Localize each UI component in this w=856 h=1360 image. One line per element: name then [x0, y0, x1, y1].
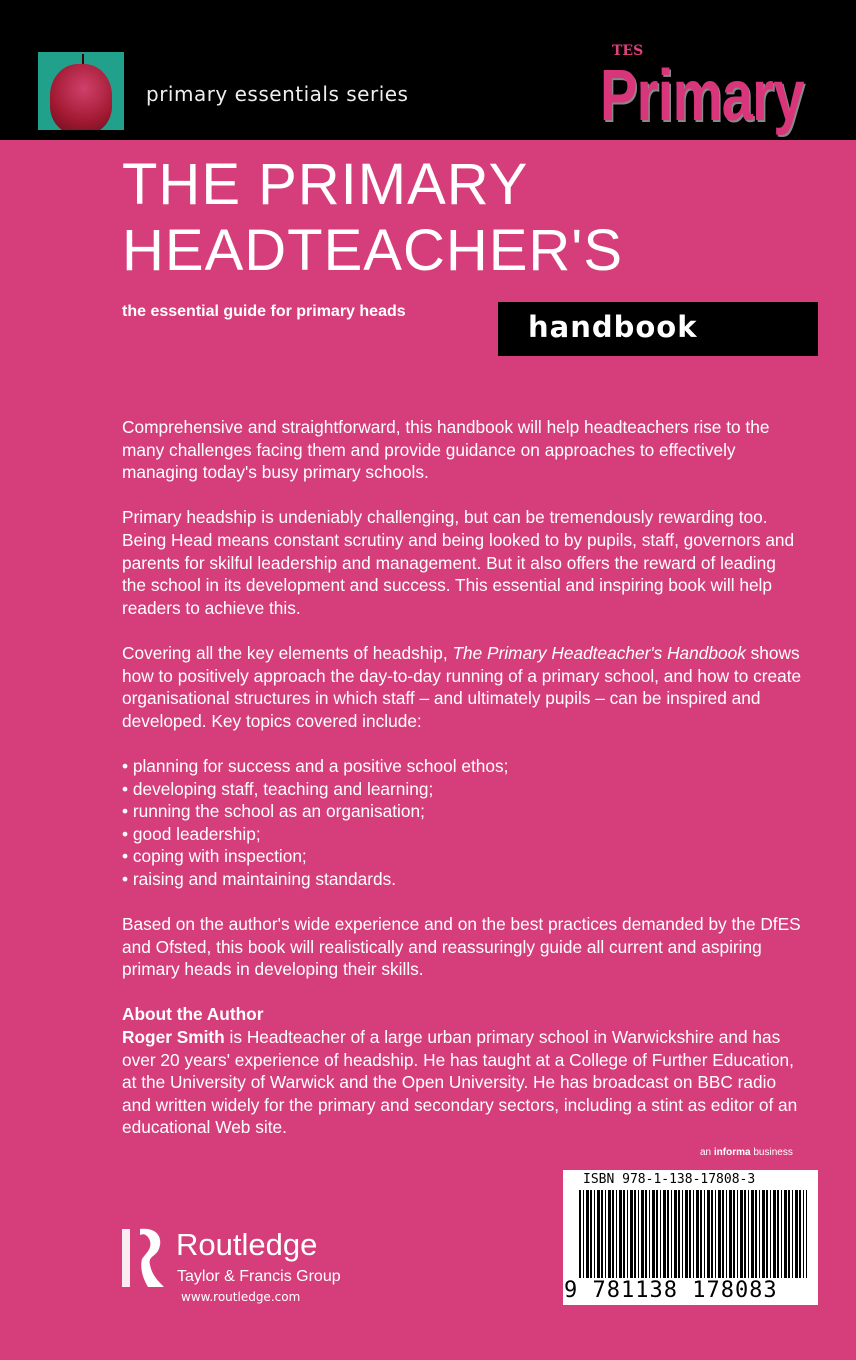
text: an — [700, 1147, 714, 1158]
header-band — [0, 0, 856, 140]
paragraph: Comprehensive and straightforward, this handbook will help headteachers rise to the many challenges facing them and provide guidance on approaches to effectively managing today's busy primary schools. — [122, 417, 770, 483]
author-name: Roger Smith — [122, 1027, 225, 1048]
isbn-text: ISBN 978-1-138-17808-3 — [583, 1172, 756, 1187]
about-heading — [122, 1003, 802, 1026]
handbook-label: handbook — [498, 302, 818, 356]
about-heading-text: About the Author — [122, 1004, 264, 1025]
publisher-name: Routledge — [176, 1227, 318, 1262]
isbn-barcode — [563, 1170, 818, 1305]
list-item: • good leadership; — [122, 823, 802, 846]
topics-list — [122, 755, 802, 891]
apple-image — [38, 52, 124, 130]
text: business — [750, 1147, 793, 1158]
title-line-2: HEADTEACHER'S — [122, 218, 624, 283]
list-item: • developing staff, teaching and learning; — [122, 778, 802, 801]
text: Covering all the key elements of headship, — [122, 642, 453, 663]
barcode-digits: 9 781138 178083 — [563, 1278, 818, 1303]
text: informa — [713, 1147, 751, 1158]
tes-logo-text: TES — [612, 43, 644, 59]
list-item: • coping with inspection; — [122, 845, 802, 868]
text: shows how to positively approach the day-to-day running of a primary school, and how to create organisational structures in which staff – and ultimately pupils – can be inspired and developed. Key topics covered include: — [122, 642, 802, 731]
paragraph — [122, 642, 802, 732]
publisher-group: Taylor & Francis Group — [177, 1268, 341, 1285]
list-item: • raising and maintaining standards. — [122, 868, 802, 891]
series-name: primary essentials series — [146, 82, 409, 106]
blurb — [122, 416, 802, 1139]
paragraph: Based on the author's wide experience and on the best practices demanded by the DfES and Ofsted, this book will realistically and reassuringly guide all current and aspiring primary heads in developing their skills. — [122, 914, 801, 980]
list-item: • planning for success and a positive school ethos; — [122, 755, 802, 778]
publisher-url: www.routledge.com — [181, 1290, 301, 1304]
subtitle: the essential guide for primary heads — [122, 303, 406, 320]
routledge-mark-icon — [118, 1225, 168, 1291]
title-line-1: THE PRIMARY — [122, 152, 529, 217]
bio-text: is Headteacher of a large urban primary school in Warwickshire and has over 20 years' experience of headship. He has taught at a College of Further Education, at the University of Warwick and the Open University. He has broadcast on BBC radio and written widely for the primary and secondary sectors, including a stint as editor of an educational Web site. — [122, 1027, 798, 1138]
list-item: • running the school as an organisation; — [122, 800, 802, 823]
barcode-bars — [579, 1190, 807, 1278]
paragraph: Primary headship is undeniably challenging, but can be tremendously rewarding too. Being Head means constant scrutiny and being looked to by pupils, staff, governors and parents for skilful leadership and management. But it also offers the reward of leading the school in its development and success. This essential and inspiring book will help readers to achieve this. — [122, 507, 795, 618]
tes-primary-logo: Primary — [600, 56, 804, 136]
book-title — [122, 152, 623, 284]
book-title-italic: The Primary Headteacher's Handbook — [452, 642, 746, 663]
author-bio — [122, 1026, 802, 1139]
informa-tagline — [700, 1147, 793, 1158]
